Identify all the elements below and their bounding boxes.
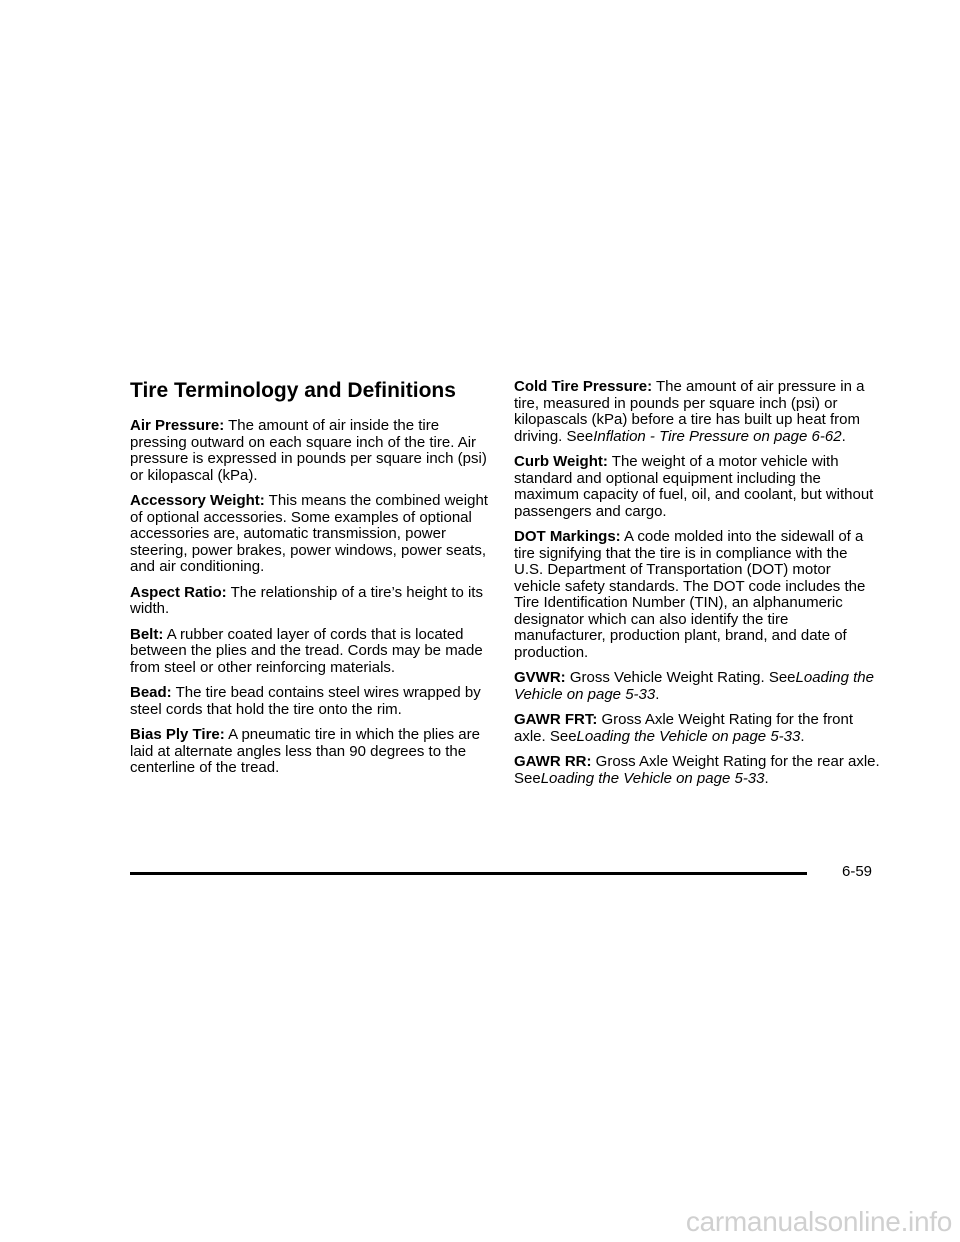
right-column	[514, 379, 880, 796]
punctuation: .	[841, 427, 846, 445]
term: GVWR:	[514, 669, 566, 686]
footer-rule	[130, 872, 807, 875]
punctuation: .	[655, 685, 660, 703]
definition-text: Gross Axle Weight Rating for the rear axle. See	[514, 753, 880, 787]
definition-curb-weight	[514, 454, 880, 520]
term: Belt:	[130, 625, 164, 643]
definition-text: The amount of air inside the tire pressing outward on each square inch of the tire. Air pressure is expressed in pounds per square inch (psi) or kilopascal (kPa).	[130, 417, 487, 484]
cross-reference-link[interactable]: Loading the Vehicle on page 5-33	[540, 769, 765, 787]
cross-reference-link[interactable]: Loading the Vehicle on page 5-33	[576, 727, 801, 745]
definition-text: Gross Vehicle Weight Rating. See	[569, 669, 796, 686]
definition-cold-tire-pressure	[514, 379, 880, 445]
watermark: carmanualsonline.info	[685, 1206, 952, 1237]
definition-belt	[130, 627, 490, 677]
term: Air Pressure:	[130, 417, 225, 434]
term: Aspect Ratio:	[130, 583, 227, 601]
definition-gvwr	[514, 670, 880, 703]
page-number: 6-59	[842, 863, 873, 880]
definition-text: A pneumatic tire in which the plies are laid at alternate angles less than 90 degrees to the centerline of the tread.	[130, 726, 480, 776]
cross-reference-link[interactable]: Inflation - Tire Pressure on page 6-62	[593, 427, 842, 445]
term: GAWR FRT:	[514, 711, 598, 728]
definition-gawr-frt	[514, 712, 880, 745]
definition-text: The relationship of a tire’s height to its width.	[130, 583, 483, 617]
term: GAWR RR:	[514, 753, 592, 770]
definition-aspect-ratio	[130, 585, 490, 618]
term: Curb Weight:	[514, 453, 608, 470]
definition-text: The tire bead contains steel wires wrapped by steel cords that hold the tire onto the rim.	[130, 684, 481, 718]
definition-bias-ply-tire	[130, 727, 490, 777]
definition-text: The amount of air pressure in a tire, measured in pounds per square inch (psi) or kilopascals (kPa) before a tire has built up heat from driving. See	[514, 378, 865, 445]
definition-dot-markings	[514, 529, 880, 661]
definition-text: This means the combined weight of optional accessories. Some examples of optional accessories are, automatic transmission, power steering, power brakes, power windows, power seats, and air conditioning.	[130, 492, 488, 575]
term: DOT Markings:	[514, 528, 621, 545]
punctuation: .	[800, 727, 805, 745]
definition-gawr-rr	[514, 754, 880, 787]
definition-text: A rubber coated layer of cords that is located between the plies and the tread. Cords may be made from steel or other reinforcing materials.	[130, 625, 483, 676]
definition-text: The weight of a motor vehicle with standard and optional equipment including the maximum capacity of fuel, oil, and coolant, but without passengers and cargo.	[514, 453, 874, 520]
page-title: Tire Terminology and Definitions	[130, 379, 456, 402]
term: Bead:	[130, 684, 172, 701]
left-column	[130, 418, 490, 786]
definition-air-pressure	[130, 418, 490, 484]
definition-text: Gross Axle Weight Rating for the front axle. See	[514, 711, 854, 745]
term: Accessory Weight:	[130, 492, 265, 509]
definition-accessory-weight	[130, 493, 490, 576]
cross-reference-link[interactable]: Loading the Vehicle on page 5-33	[514, 669, 874, 703]
term: Cold Tire Pressure:	[514, 378, 653, 395]
definition-text: A code molded into the sidewall of a tire signifying that the tire is in compliance with the U.S. Department of Transportation (DOT) motor vehicle safety standards. The DOT code includes the Tire Identification Number (TIN), an alphanumeric designator which can also identify the tire manufacturer, production plant, brand, and date of production.	[514, 528, 866, 661]
definition-bead	[130, 685, 490, 718]
term: Bias Ply Tire:	[130, 726, 225, 743]
punctuation: .	[764, 769, 769, 787]
